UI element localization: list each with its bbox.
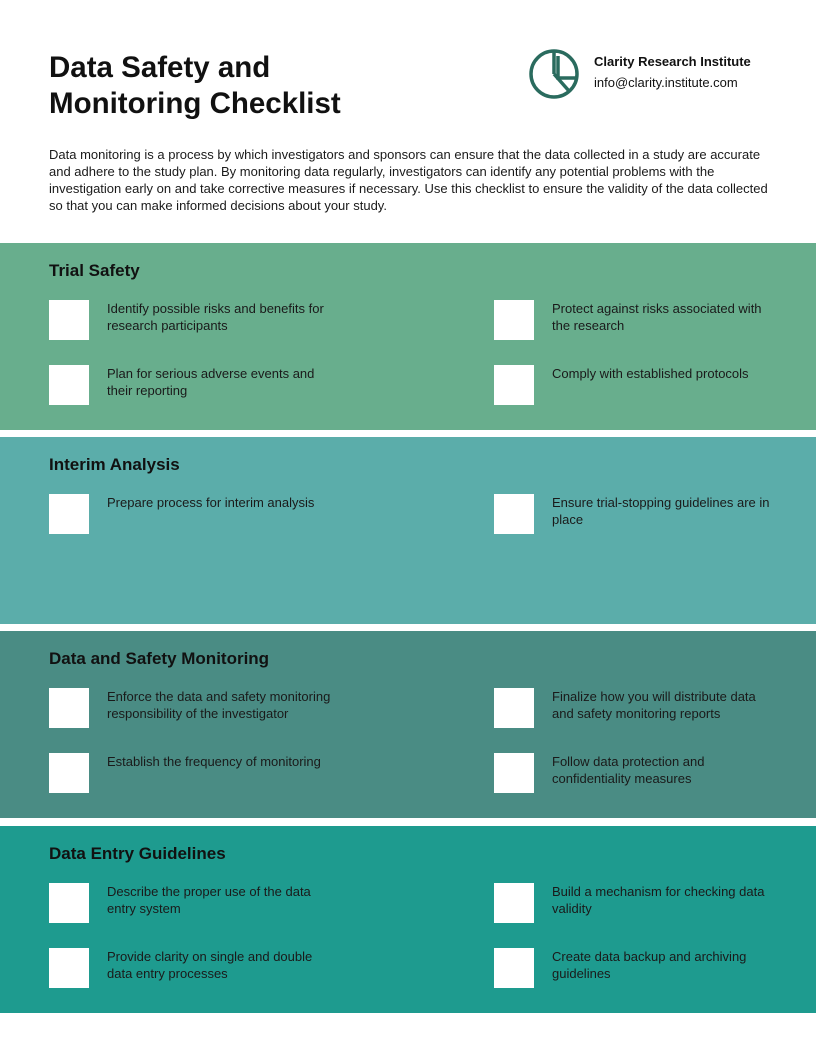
page-title [49,50,341,122]
checkbox[interactable] [49,883,89,923]
checkbox[interactable] [49,300,89,340]
checkbox[interactable] [494,948,534,988]
checklist-item-label: Plan for serious adverse events and their reporting [107,366,315,398]
checklist-item-label: Ensure trial-stopping guidelines are in place [552,495,770,527]
checklist-item-label: Establish the frequency of monitoring [107,754,321,769]
checkbox[interactable] [494,688,534,728]
checkbox[interactable] [49,365,89,405]
checklist-item-label: Identify possible risks and benefits for research participants [107,301,324,333]
organization-email: info@clarity.institute.com [594,75,738,90]
checklist-item-label: Provide clarity on single and double data entry processes [107,949,313,981]
checklist-item-label: Build a mechanism for checking data validity [552,884,765,916]
checkbox[interactable] [49,494,89,534]
checklist-item-label: Create data backup and archiving guidelines [552,949,747,981]
checklist-item-label: Follow data protection and confidentiality measures [552,754,705,786]
section-interim-analysis [0,437,816,624]
checklist-item-label: Describe the proper use of the data entry system [107,884,311,916]
checklist-item-label: Enforce the data and safety monitoring responsibility of the investigator [107,689,331,721]
section-title: Trial Safety [49,261,140,280]
title-line-1: Data Safety and [49,51,271,84]
section-title: Data and Safety Monitoring [49,649,270,668]
section-title: Interim Analysis [49,455,180,474]
checkbox[interactable] [494,883,534,923]
checkbox[interactable] [49,948,89,988]
checkbox[interactable] [494,753,534,793]
checklist-item-label: Protect against risks associated with the research [552,301,762,333]
checkbox[interactable] [49,688,89,728]
checklist-item-label: Finalize how you will distribute data and safety monitoring reports [552,689,756,721]
pie-chart-icon [528,48,580,100]
section-data-entry-guidelines [0,826,816,1013]
title-line-2: Monitoring Checklist [49,87,341,120]
checkbox[interactable] [494,300,534,340]
organization-block [528,48,751,100]
section-trial-safety [0,243,816,430]
section-data-and-safety-monitoring [0,631,816,818]
organization-name: Clarity Research Institute [594,54,751,69]
checkbox[interactable] [494,365,534,405]
section-title: Data Entry Guidelines [49,844,226,863]
checklist-item-label: Prepare process for interim analysis [107,495,315,510]
checkbox[interactable] [494,494,534,534]
checklist-item-label: Comply with established protocols [552,366,749,381]
checkbox[interactable] [49,753,89,793]
intro-paragraph: Data monitoring is a process by which investigators and sponsors can ensure that the data collected in a study are accurate and adhere to the study plan. By monitoring data regularly, investigators can identify any potential problems with the investigation early on and take corrective measures if necessary. Use this checklist to ensure the validity of the data collected so that you can make informed decisions about your study. [49,147,768,213]
